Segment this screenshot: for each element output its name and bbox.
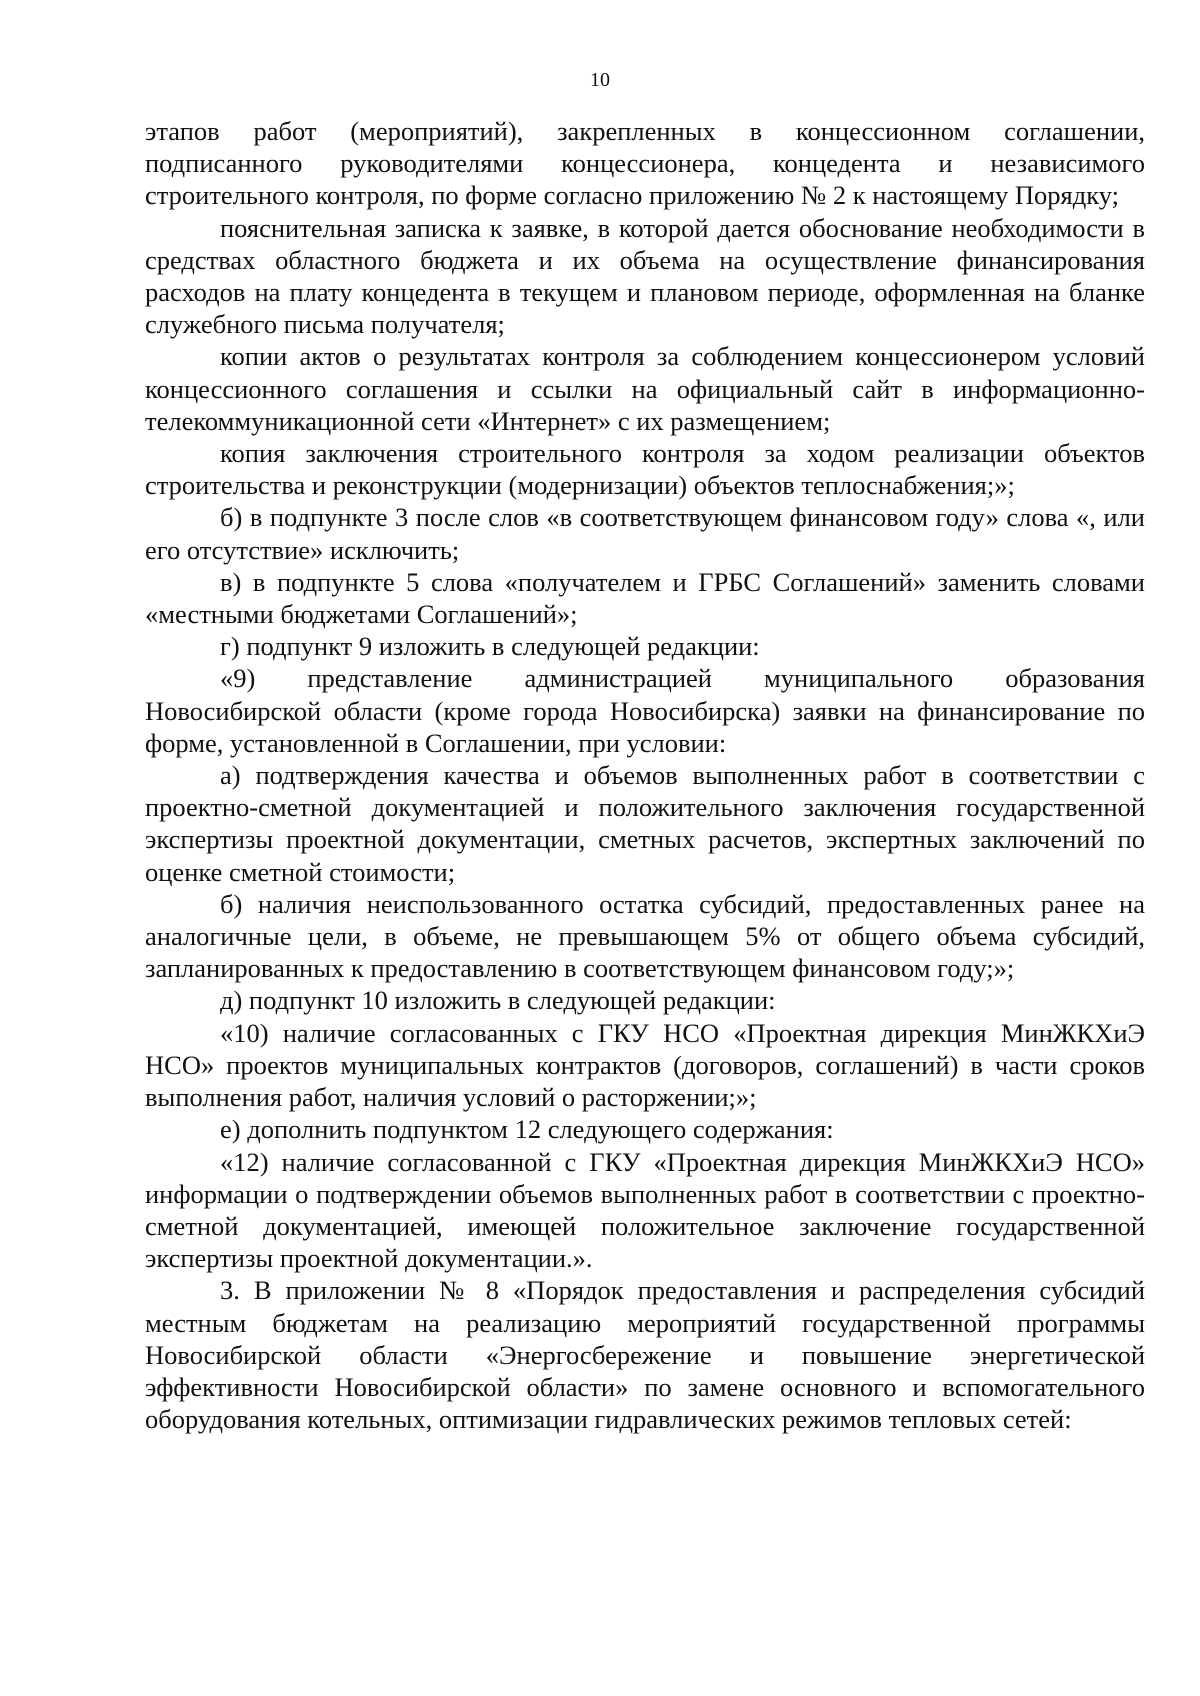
paragraph-subitem-g: г) подпункт 9 изложить в следующей редакции: <box>220 631 760 662</box>
paragraph-subitem-v: в) в подпункте 5 слова «получателем и ГРБС Соглашений» заменить словами «местными бюджетами Соглашений»; <box>145 566 1145 630</box>
page-number: 10 <box>590 69 610 91</box>
paragraph-construction-control: копия заключения строительного контроля за ходом реализации объектов строительства и реконструкции (модернизации) объектов теплоснабжения;»; <box>145 438 1145 501</box>
paragraph-subitem-e: е) дополнить подпунктом 12 следующего содержания: <box>220 1114 834 1145</box>
paragraph-subitem-b: б) в подпункте 3 после слов «в соответствующем финансовом году» слова «, или его отсутствие» исключить; <box>145 502 1145 565</box>
document-body <box>145 115 1145 1435</box>
paragraph-control-acts: копии актов о результатах контроля за соблюдением концессионером условий концессионного соглашения и ссылки на официальный сайт в информационно-телекоммуникационной сети «Интернет» с их размещением; <box>145 341 1145 436</box>
paragraph-subitem-d: д) подпункт 10 изложить в следующей редакции: <box>220 985 776 1016</box>
paragraph-section-3: 3. В приложении № 8 «Порядок предоставления и распределения субсидий местным бюджетам на реализацию мероприятий государственной программы Новосибирской области «Энергосбережение и повышение энергетической эффективности Новосибирской области» по замене основного и вспомогательного оборудования котельных, оптимизации гидравлических режимов тепловых сетей: <box>145 1275 1145 1435</box>
paragraph-item-9: «9) представление администрацией муниципального образования Новосибирской области (кроме города Новосибирска) заявки на финансирование по форме, установленной в Соглашении, при условии: <box>145 663 1145 758</box>
paragraph-explanatory-note: пояснительная записка к заявке, в которой дается обоснование необходимости в средствах областного бюджета и их объема на осуществление финансирования расходов на плату концедента в текущем и плановом периоде, оформленная на бланке служебного письма получателя; <box>145 212 1145 340</box>
paragraph-item-12: «12) наличие согласованной с ГКУ «Проектная дирекция МинЖКХиЭ НСО» информации о подтверждении объемов выполненных работ в соответствии с проектно-сметной документацией, имеющей положительное заключение государственной экспертизы проектной документации.». <box>145 1146 1145 1274</box>
paragraph-condition-b: б) наличия неиспользованного остатка субсидий, предоставленных ранее на аналогичные цели, в объеме, не превышающем 5% от общего объема субсидий, запланированных к предоставлению в соответствующем финансовом году;»; <box>145 888 1145 984</box>
paragraph-item-10: «10) наличие согласованных с ГКУ НСО «Проектная дирекция МинЖКХиЭ НСО» проектов муниципальных контрактов (договоров, соглашений) в части сроков выполнения работ, наличия условий о расторжении;»; <box>145 1017 1145 1113</box>
paragraph-continuation-stages: этапов работ (мероприятий), закрепленных в концессионном соглашении, подписанного руководителями концессионера, концедента и независимого строительного контроля, по форме согласно приложению № 2 к настоящему Порядку; <box>145 116 1145 211</box>
paragraph-condition-a: а) подтверждения качества и объемов выполненных работ в соответствии с проектно-сметной документацией и положительного заключения государственной экспертизы проектной документации, сметных расчетов, экспертных заключений по оценке сметной стоимости; <box>145 760 1145 887</box>
